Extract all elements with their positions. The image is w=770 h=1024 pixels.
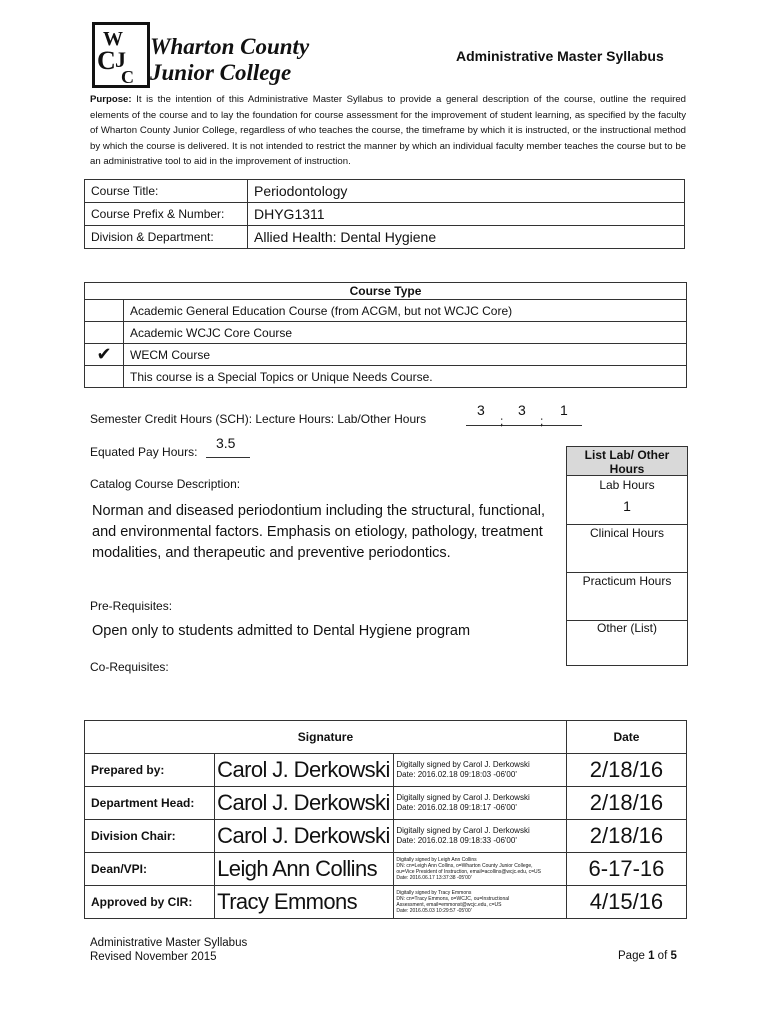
digital-signature-line: Date: 2016.06.17 13:37:38 -05'00' bbox=[396, 875, 472, 881]
page-prefix: Page bbox=[618, 950, 645, 962]
wcjc-logo-icon bbox=[95, 25, 147, 85]
division-row bbox=[85, 226, 685, 249]
digital-signature-line: DN: cn=Leigh Ann Collins, o=Wharton County Junior College, bbox=[396, 863, 533, 869]
signature-role: Approved by CIR: bbox=[85, 886, 215, 919]
lecture-hours-value: 3 bbox=[518, 402, 526, 418]
digital-signature-info bbox=[394, 853, 567, 886]
svg-text:C: C bbox=[121, 67, 134, 85]
other-hours-label: Other (List) bbox=[596, 621, 657, 635]
signature-name: Carol J. Derkowski bbox=[215, 787, 394, 820]
signature-date: 6-17-16 bbox=[566, 853, 686, 886]
practicum-hours-label: Practicum Hours bbox=[582, 574, 672, 588]
equated-pay-underline bbox=[206, 457, 250, 458]
digital-signature-line: Digitally signed by Tracy Emmons bbox=[396, 890, 472, 896]
checkbox-special-topics[interactable] bbox=[85, 366, 124, 388]
date-header: Date bbox=[566, 721, 686, 754]
course-type-header: Course Type bbox=[85, 283, 687, 300]
sch-separator-1: ; bbox=[500, 414, 504, 428]
page-total: 5 bbox=[670, 950, 677, 962]
digital-signature-info bbox=[394, 754, 567, 787]
lab-box-header bbox=[567, 447, 687, 476]
digital-signature-line: Digitally signed by Carol J. Derkowski bbox=[396, 793, 530, 802]
signature-row bbox=[85, 886, 687, 919]
course-title-label: Course Title: bbox=[85, 180, 248, 203]
digital-signature-line: ou=Vice President of Instruction, email=acollins@wcjc.edu, c=US bbox=[396, 869, 541, 875]
document-title: Administrative Master Syllabus bbox=[456, 48, 664, 64]
purpose-label: Purpose: bbox=[90, 94, 132, 105]
sch-underline bbox=[466, 425, 582, 426]
course-type-table bbox=[84, 282, 687, 388]
signature-row bbox=[85, 787, 687, 820]
other-hours-cell bbox=[567, 621, 687, 665]
svg-text:J: J bbox=[115, 47, 126, 72]
clinical-hours-label: Clinical Hours bbox=[589, 526, 665, 540]
checkbox-wcjc-core[interactable] bbox=[85, 322, 124, 344]
practicum-hours-cell bbox=[567, 573, 687, 621]
footer-line2: Revised November 2015 bbox=[90, 951, 217, 963]
signature-date: 2/18/16 bbox=[566, 787, 686, 820]
digital-signature-info bbox=[394, 886, 567, 919]
catalog-description: Norman and diseased periodontium including the structural, functional, and environmental factors. Emphasis on etiology, pathology, treatment modalities, and therapeutic and preventive periodontics. bbox=[92, 503, 545, 561]
footer-line1: Administrative Master Syllabus bbox=[90, 937, 248, 949]
option-wecm-label: WECM Course bbox=[124, 344, 687, 366]
svg-text:W: W bbox=[103, 28, 123, 50]
checkbox-wecm[interactable] bbox=[85, 344, 124, 366]
lab-hours-value: 1 bbox=[560, 402, 568, 418]
equated-pay-label: Equated Pay Hours: bbox=[90, 445, 198, 459]
digital-signature-line: Date: 2016.05.03 10:29:57 -05'00' bbox=[396, 908, 472, 914]
signature-role: Division Chair: bbox=[85, 820, 215, 853]
signature-row bbox=[85, 754, 687, 787]
page-current: 1 bbox=[648, 950, 655, 962]
lab-hours-box-value: 1 bbox=[623, 498, 631, 514]
college-name-line2: Junior College bbox=[150, 60, 292, 85]
signature-role: Department Head: bbox=[85, 787, 215, 820]
course-info-table bbox=[84, 179, 685, 249]
signature-date: 4/15/16 bbox=[566, 886, 686, 919]
digital-signature-line: Date: 2016.02.18 09:18:33 -06'00' bbox=[396, 836, 517, 845]
lab-hours-box bbox=[566, 446, 688, 666]
signature-name: Carol J. Derkowski bbox=[215, 820, 394, 853]
signature-table bbox=[84, 720, 687, 919]
course-title-value: Periodontology bbox=[248, 180, 685, 203]
signature-role: Dean/VPI: bbox=[85, 853, 215, 886]
lab-hours-cell bbox=[567, 477, 687, 525]
signature-name: Tracy Emmons bbox=[215, 886, 394, 919]
signature-row bbox=[85, 853, 687, 886]
signature-role: Prepared by: bbox=[85, 754, 215, 787]
course-prefix-value: DHYG1311 bbox=[248, 203, 685, 226]
signature-header-row bbox=[85, 721, 687, 754]
signature-row bbox=[85, 820, 687, 853]
option-acgm-label: Academic General Education Course (from ACGM, but not WCJC Core) bbox=[124, 300, 687, 322]
purpose-paragraph bbox=[90, 92, 686, 170]
corequisites-label: Co-Requisites: bbox=[90, 660, 169, 674]
digital-signature-line: Digitally signed by Carol J. Derkowski bbox=[396, 826, 530, 835]
digital-signature-line: Assessment, email=emmonst@wcjc.edu, c=US bbox=[396, 902, 502, 908]
equated-pay-value: 3.5 bbox=[216, 435, 236, 451]
catalog-description-label: Catalog Course Description: bbox=[90, 477, 241, 491]
footer bbox=[90, 936, 247, 964]
lab-box-header-text: List Lab/ Other Hours bbox=[584, 448, 670, 476]
digital-signature-line: Date: 2016.02.18 09:18:03 -06'00' bbox=[396, 770, 517, 779]
signature-date: 2/18/16 bbox=[566, 754, 686, 787]
prerequisites-label: Pre-Requisites: bbox=[90, 599, 173, 613]
page-number bbox=[618, 950, 677, 962]
sch-separator-2: ; bbox=[540, 414, 544, 428]
digital-signature-line: Digitally signed by Leigh Ann Collins bbox=[396, 857, 477, 863]
college-name-line1: Wharton County bbox=[150, 34, 310, 59]
sch-value: 3 bbox=[477, 402, 485, 418]
lab-hours-label: Lab Hours bbox=[599, 478, 655, 492]
digital-signature-line: DN: cn=Tracy Emmons, o=WCJC, ou=Instructional bbox=[396, 896, 510, 902]
option-wcjc-core-label: Academic WCJC Core Course bbox=[124, 322, 687, 344]
checkbox-acgm[interactable] bbox=[85, 300, 124, 322]
signature-header: Signature bbox=[85, 721, 567, 754]
course-title-row bbox=[85, 180, 685, 203]
digital-signature-line: Digitally signed by Carol J. Derkowski bbox=[396, 760, 530, 769]
course-prefix-label: Course Prefix & Number: bbox=[85, 203, 248, 226]
prerequisites-value: Open only to students admitted to Dental Hygiene program bbox=[92, 623, 471, 639]
option-special-topics-label: This course is a Special Topics or Unique Needs Course. bbox=[124, 366, 687, 388]
division-label: Division & Department: bbox=[85, 226, 248, 249]
division-value: Allied Health: Dental Hygiene bbox=[248, 226, 685, 249]
purpose-text: It is the intention of this Administrative Master Syllabus to provide a general description of the course, outline the required elements of the course and to lay the foundation for course assessment for the improvement of student learning, as specified by the faculty of Wharton County Junior College, regardless of who teaches the course, the timeframe by which it is instructed, or the instructional method by which the course is delivered. It is not intended to restrict the manner by which an individual faculty member teaches the course but to be an administrative tool to aid in the improvement of instruction. bbox=[90, 94, 686, 168]
wcjc-logo bbox=[92, 22, 150, 88]
signature-date: 2/18/16 bbox=[566, 820, 686, 853]
course-prefix-row bbox=[85, 203, 685, 226]
digital-signature-info bbox=[394, 820, 567, 853]
digital-signature-line: Date: 2016.02.18 09:18:17 -06'00' bbox=[396, 803, 517, 812]
page-of: of bbox=[657, 950, 668, 962]
checkmark-icon: ✔ bbox=[96, 344, 112, 364]
signature-name: Carol J. Derkowski bbox=[215, 754, 394, 787]
college-name bbox=[150, 34, 309, 86]
clinical-hours-cell bbox=[567, 525, 687, 573]
digital-signature-info bbox=[394, 787, 567, 820]
signature-name: Leigh Ann Collins bbox=[215, 853, 394, 886]
svg-text:C: C bbox=[97, 46, 116, 75]
sch-label: Semester Credit Hours (SCH): Lecture Hours: Lab/Other Hours bbox=[90, 412, 427, 426]
